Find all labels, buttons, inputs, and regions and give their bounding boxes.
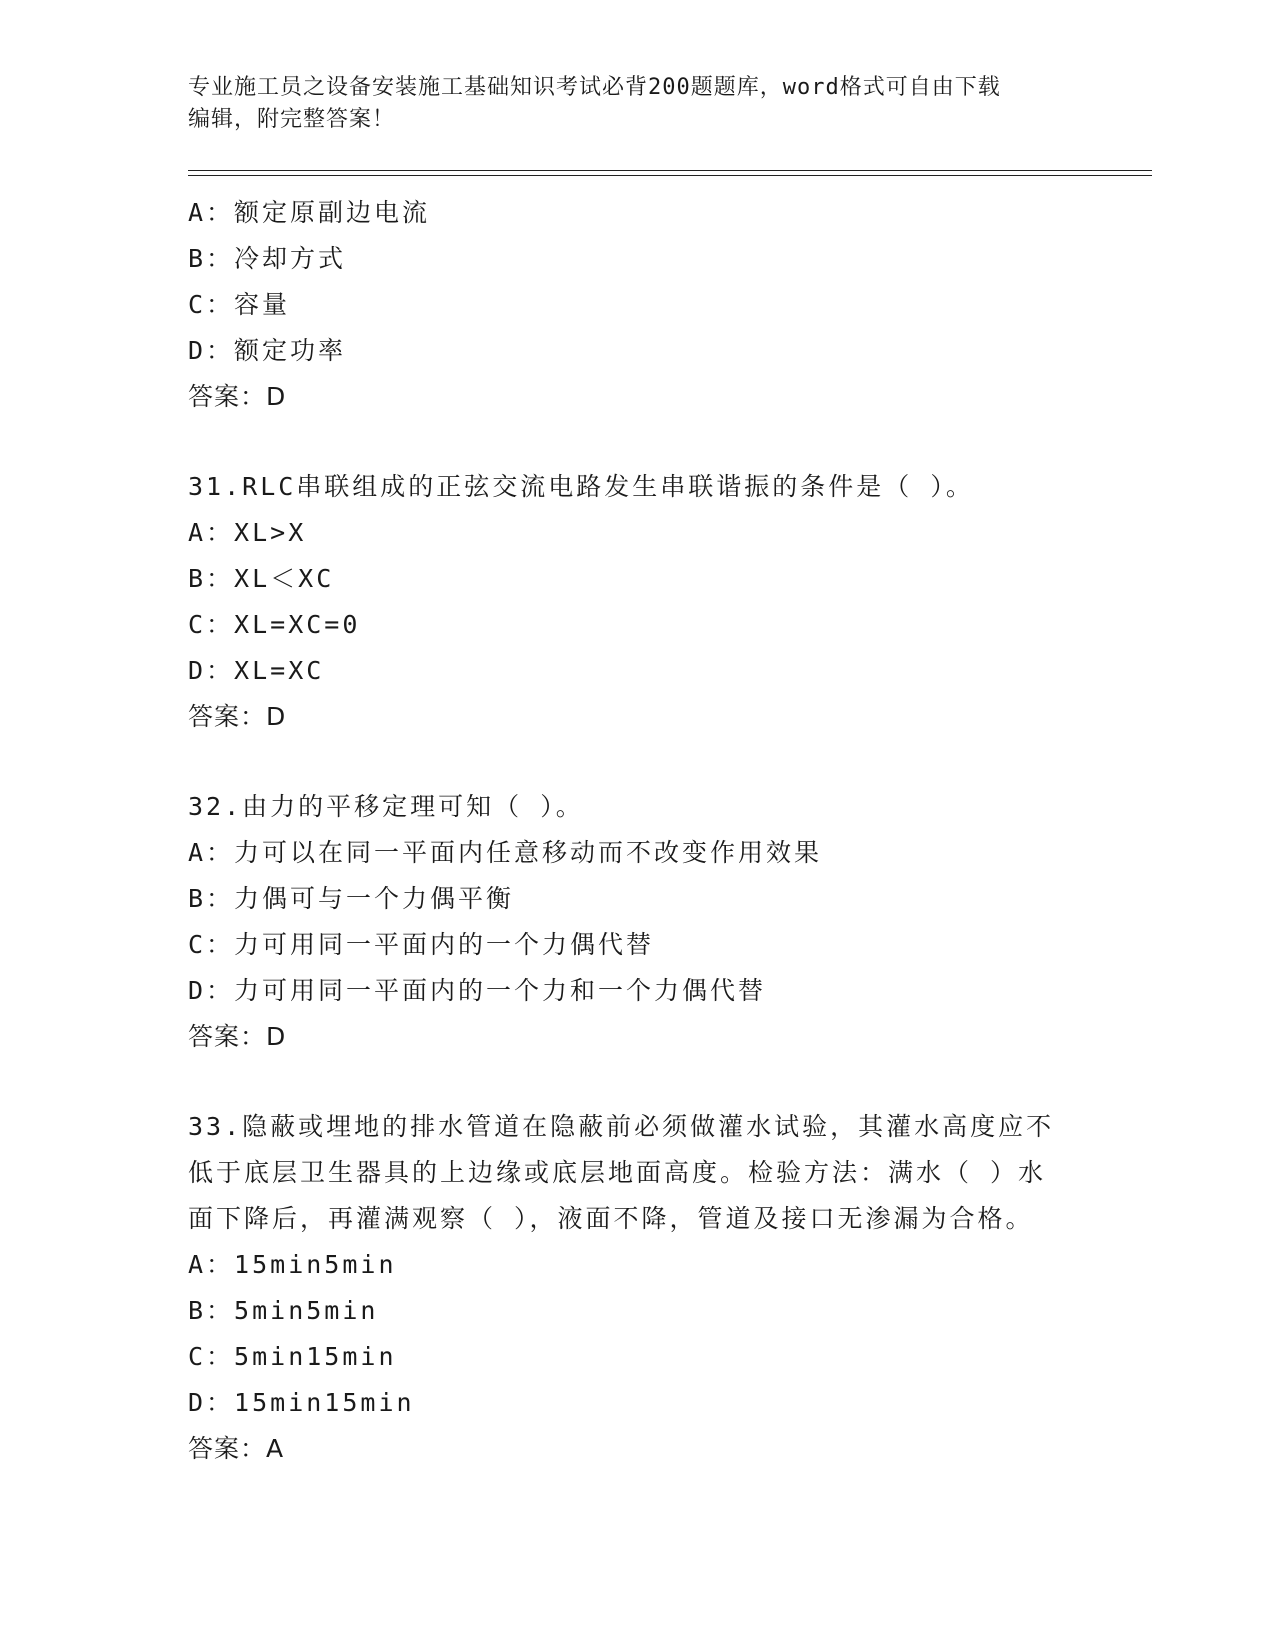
option-b: B：XL＜XC [188,564,335,593]
question-30 [188,190,1088,420]
option-c: C：XL=XC=0 [188,610,361,639]
option-c: C：力可用同一平面内的一个力偶代替 [188,930,655,959]
question-31 [188,464,1088,740]
option-b: B：冷却方式 [188,244,347,273]
question-spacer [188,1060,1088,1104]
option-d: D：15min15min [188,1388,415,1417]
question-stem-line-3: 面下降后，再灌满观察（ ），液面不降，管道及接口无渗漏为合格。 [188,1204,1034,1233]
header-divider-top [188,170,1152,171]
answer: 答案：D [188,1022,287,1051]
document-header [188,72,1088,136]
question-stem: 32.由力的平移定理可知（ ）。 [188,792,584,821]
answer: 答案：D [188,382,287,411]
option-a: A：力可以在同一平面内任意移动而不改变作用效果 [188,838,823,867]
question-33 [188,1104,1088,1472]
option-a: A：额定原副边电流 [188,198,431,227]
option-d: D：额定功率 [188,336,347,365]
option-c: C：5min15min [188,1342,397,1371]
option-b: B：5min5min [188,1296,379,1325]
option-b: B：力偶可与一个力偶平衡 [188,884,515,913]
header-title-line2: 编辑，附完整答案！ [188,107,396,132]
option-d: D：XL=XC [188,656,325,685]
option-d: D：力可用同一平面内的一个力和一个力偶代替 [188,976,767,1005]
header-divider-bottom [188,175,1152,176]
answer: 答案：A [188,1434,285,1463]
answer: 答案：D [188,702,287,731]
option-c: C：容量 [188,290,291,319]
question-list [188,190,1088,1472]
question-stem-line-1: 33.隐蔽或埋地的排水管道在隐蔽前必须做灌水试验，其灌水高度应不 [188,1112,1055,1141]
question-spacer [188,420,1088,464]
question-32 [188,784,1088,1060]
option-a: A：15min5min [188,1250,397,1279]
option-a: A：XL>X [188,518,307,547]
question-stem-line-2: 低于底层卫生器具的上边缘或底层地面高度。检验方法：满水（ ）水 [188,1158,1047,1187]
question-stem: 31.RLC串联组成的正弦交流电路发生串联谐振的条件是（ ）。 [188,472,974,501]
question-spacer [188,740,1088,784]
header-title-line1: 专业施工员之设备安装施工基础知识考试必背200题题库，word格式可自由下载 [188,75,1001,100]
